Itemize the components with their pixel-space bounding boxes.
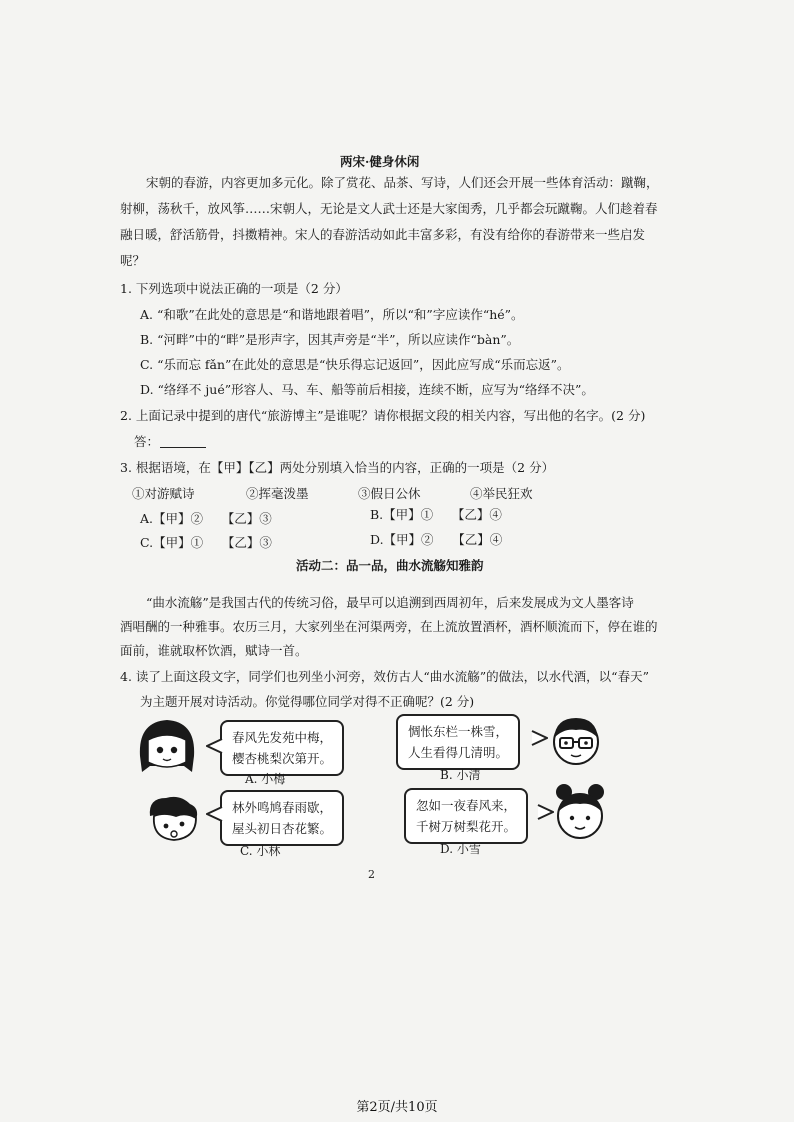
intro-line-1: 宋朝的春游，内容更加多元化。除了赏花、品茶、写诗，人们还会开展一些体育活动：蹴鞠， <box>146 175 659 190</box>
q3-item-3: ③假日公休 <box>358 486 421 501</box>
q2-answer-label: 答： <box>134 434 160 449</box>
speech-bubble-c <box>220 790 344 846</box>
caption-d: D. 小雪 <box>440 842 481 856</box>
q1-option-b: B. “河畔”中的“畔”是形声字，因其声旁是“半”，所以应读作“bàn”。 <box>140 332 520 347</box>
intro-line-2: 射柳，荡秋千，放风筝……宋朝人，无论是文人武士还是大家闺秀，几乎都会玩蹴鞠。人们趁着春 <box>120 201 658 216</box>
boy-glasses-avatar-xiaoqing <box>548 712 604 768</box>
q3-stem: 3. 根据语境，在【甲】【乙】两处分别填入恰当的内容，正确的一项是（2 分） <box>120 460 555 475</box>
q4-stem-line-2: 为主题开展对诗活动。你觉得哪位同学对得不正确呢？(2 分) <box>140 694 475 709</box>
page-footer: 第2页/共10页 <box>356 1100 438 1115</box>
poem-b-line-2: 人生看得几清明。 <box>408 745 509 760</box>
q3-item-4: ④举民狂欢 <box>470 486 533 501</box>
bubble-tail-a <box>206 738 224 754</box>
q1-option-c: C. “乐而忘 fǎn”在此处的意思是“快乐得忘记返回”，因此应写成“乐而忘返”。 <box>140 357 570 372</box>
q3-item-2: ②挥毫泼墨 <box>246 486 309 501</box>
section-title: 两宋·健身休闲 <box>340 154 420 169</box>
poem-c-line-2: 屋头初日杏花繁。 <box>232 821 333 836</box>
caption-b: B. 小清 <box>440 768 481 782</box>
boy-avatar-xiaolin <box>146 794 204 844</box>
caption-c: C. 小林 <box>240 844 281 858</box>
girl-avatar-xiaomei <box>134 716 200 778</box>
intro-line-4: 呢？ <box>120 253 146 268</box>
q3-choice-a: A.【甲】② 【乙】③ <box>140 511 272 526</box>
poem-b-line-1: 惆怅东栏一株雪， <box>408 724 509 739</box>
speech-bubble-d <box>404 788 528 844</box>
q2-answer-line <box>160 447 206 448</box>
activity2-line-2: 酒唱酬的一种雅事。农历三月，大家列坐在河渠两旁，在上流放置酒杯，酒杯顺流而下，停在谁的 <box>120 619 658 634</box>
speech-bubble-a <box>220 720 344 776</box>
bubble-tail-c <box>206 806 224 822</box>
q3-choice-b: B.【甲】① 【乙】④ <box>370 507 502 522</box>
intro-line-3: 融日暖，舒活筋骨，抖擞精神。宋人的春游活动如此丰富多彩，有没有给你的春游带来一些启发 <box>120 227 646 242</box>
page-number: 2 <box>368 868 375 881</box>
poem-c-line-1: 林外鸣鸠春雨歇， <box>232 800 333 815</box>
q3-choice-d: D.【甲】② 【乙】④ <box>370 532 503 547</box>
poem-a-line-1: 春风先发苑中梅， <box>232 730 333 745</box>
q1-stem: 1. 下列选项中说法正确的一项是（2 分） <box>120 281 348 296</box>
activity2-line-1: “曲水流觞”是我国古代的传统习俗，最早可以追溯到西周初年，后来发展成为文人墨客诗 <box>146 595 634 610</box>
activity2-title: 活动二：品一品，曲水流觞知雅韵 <box>296 558 484 573</box>
girl-buns-avatar-xiaoxue <box>552 780 608 842</box>
q3-item-1: ①对游赋诗 <box>132 486 195 501</box>
poem-d-line-1: 忽如一夜春风来， <box>416 798 517 813</box>
q1-option-d: D. “络绎不 jué”形容人、马、车、船等前后相接，连续不断，应写为“络绎不决”。 <box>140 382 594 397</box>
bubble-tail-b <box>530 730 548 746</box>
q1-option-a: A. “和歌”在此处的意思是“和谐地跟着唱”，所以“和”字应读作“hé”。 <box>140 307 524 322</box>
q3-choice-c: C.【甲】① 【乙】③ <box>140 535 272 550</box>
q4-stem-line-1: 4. 读了上面这段文字，同学们也列坐小河旁，效仿古人“曲水流觞”的做法，以水代酒，以“春天” <box>120 669 649 684</box>
speech-bubble-b <box>396 714 520 770</box>
caption-a: A. 小梅 <box>245 772 286 786</box>
activity2-line-3: 面前，谁就取杯饮酒，赋诗一首。 <box>120 643 308 658</box>
q2-stem: 2. 上面记录中提到的唐代“旅游博主”是谁呢？请你根据文段的相关内容，写出他的名字。(2 分) <box>120 408 646 423</box>
poem-d-line-2: 千树万树梨花开。 <box>416 819 517 834</box>
poem-a-line-2: 樱杏桃梨次第开。 <box>232 751 333 766</box>
